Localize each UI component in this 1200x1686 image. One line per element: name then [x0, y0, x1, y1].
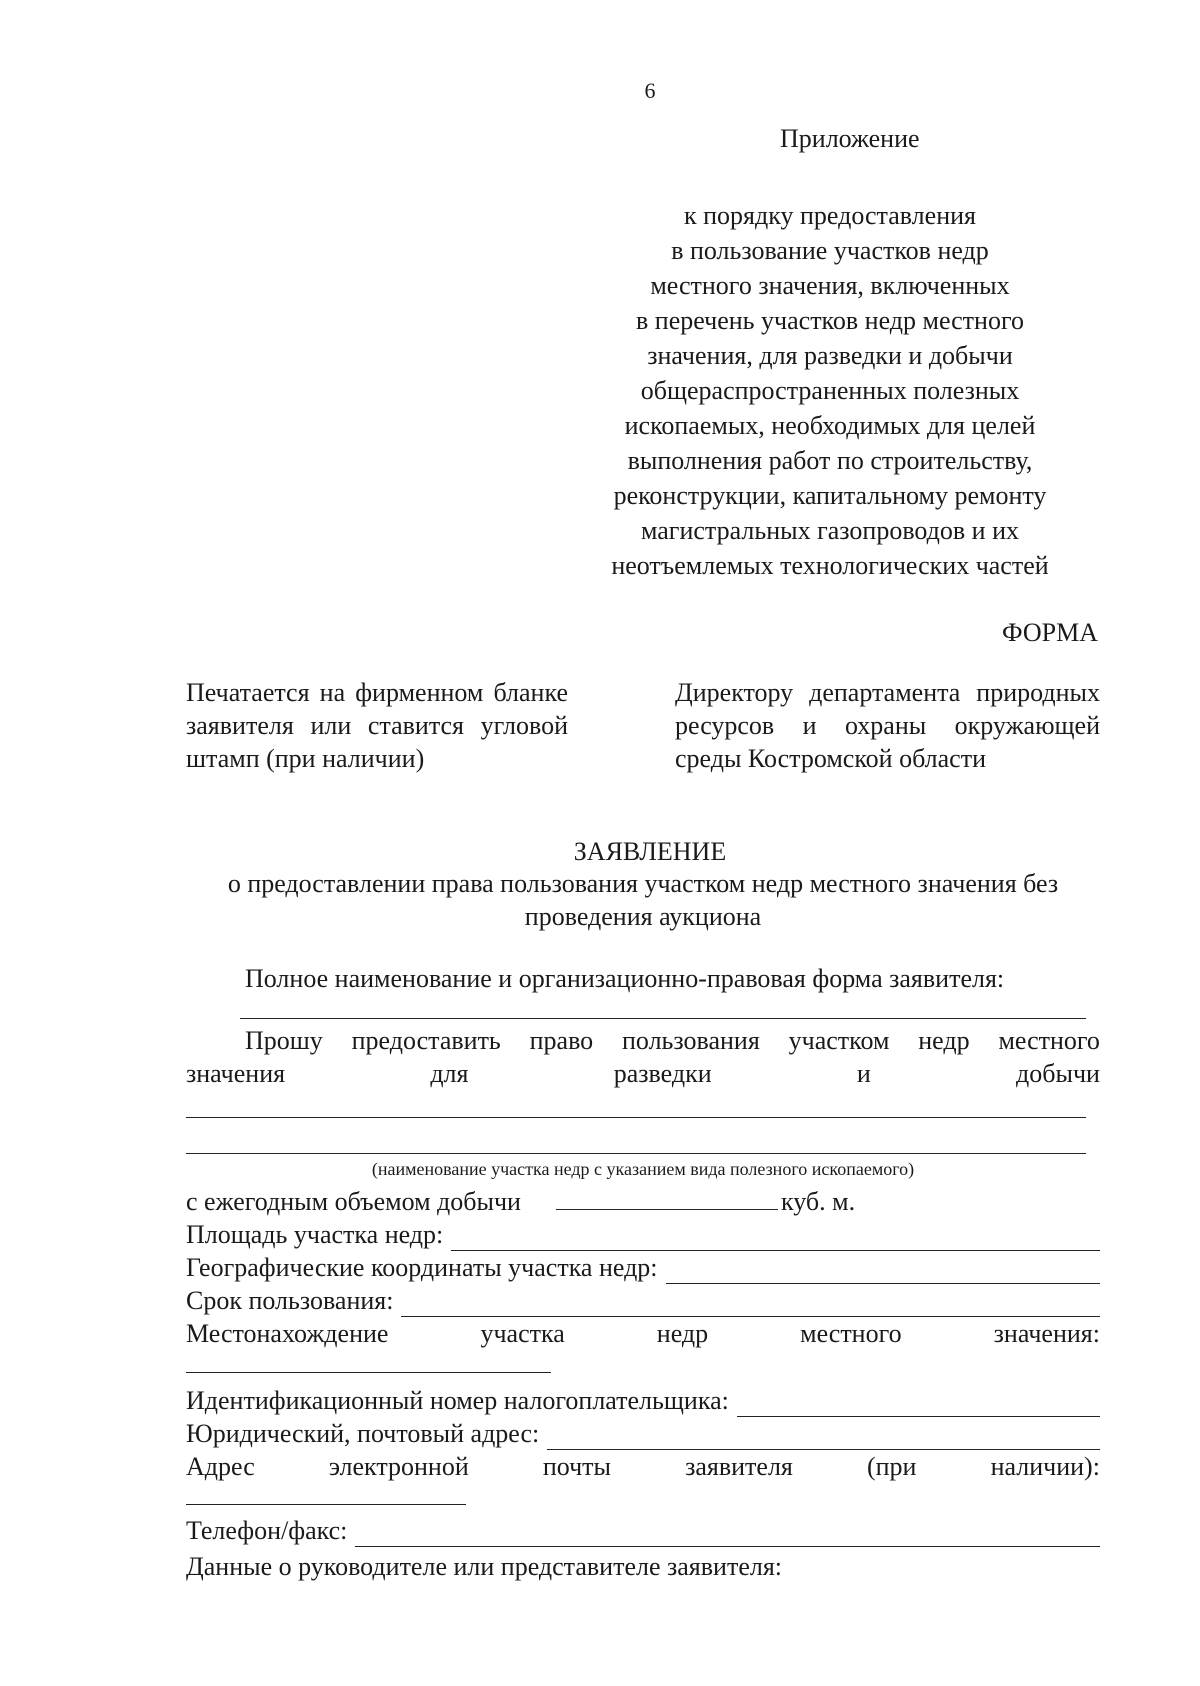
phone-row [186, 1514, 1100, 1547]
appendix-title: Приложение [780, 124, 920, 153]
request-word: участком [788, 1026, 890, 1055]
coordinates-row [186, 1251, 1100, 1284]
full-name-label: Полное наименование и организационно-правовая форма заявителя: [245, 964, 1005, 993]
deposit-caption: (наименование участка недр с указанием вида полезного ископаемого) [371, 1159, 915, 1179]
address-label: Юридический, почтовый адрес: [186, 1419, 540, 1448]
statement-subtitle: о предоставлении права пользования участком недр местного значения без проведения аукциона [227, 869, 1059, 931]
deposit-name-line-2[interactable] [186, 1153, 1086, 1154]
location-word: местного [800, 1319, 902, 1348]
request-word: предоставить [351, 1026, 501, 1055]
appendix-line: в пользование участков недр [671, 236, 989, 265]
location-row [186, 1317, 1100, 1350]
inn-label: Идентификационный номер налогоплательщика: [186, 1386, 729, 1415]
deposit-name-line-1[interactable] [186, 1117, 1086, 1118]
request-word: недр [918, 1026, 970, 1055]
coordinates-label: Географические координаты участка недр: [186, 1253, 658, 1282]
email-word: наличии): [990, 1452, 1100, 1481]
appendix-line: выполнения работ по строительству, [627, 446, 1033, 475]
request-word: добычи [1016, 1059, 1100, 1088]
annual-volume-unit: куб. м. [781, 1187, 856, 1216]
annual-volume-label: с ежегодным объемом добычи [186, 1187, 521, 1216]
email-word: электронной [328, 1452, 469, 1481]
head-label: Данные о руководителе или представителе заявителя: [186, 1552, 783, 1581]
appendix-line: ископаемых, необходимых для целей [624, 411, 1036, 440]
location-word: Местонахождение [186, 1319, 389, 1348]
term-line[interactable] [401, 1292, 1100, 1317]
email-word: Адрес [186, 1452, 255, 1481]
form-label: ФОРМА [1002, 618, 1098, 647]
request-word: значения [186, 1059, 286, 1088]
appendix-line: магистральных газопроводов и их [640, 516, 1019, 545]
address-line[interactable] [547, 1425, 1100, 1450]
location-word: значения: [993, 1319, 1100, 1348]
addressee: Директору департамента природных ресурсов и охраны окружающей среды Костромской области [675, 678, 1100, 773]
email-word: почты [542, 1452, 611, 1481]
address-row [186, 1417, 1100, 1450]
phone-line[interactable] [355, 1522, 1100, 1547]
email-word: (при [866, 1452, 917, 1481]
term-label: Срок пользования: [186, 1286, 394, 1315]
appendix-line: местного значения, включенных [650, 271, 1010, 300]
request-word: пользования [622, 1026, 760, 1055]
coordinates-line[interactable] [666, 1259, 1100, 1284]
request-line-2 [186, 1057, 1100, 1090]
blank-note: Печатается на фирменном бланке заявителя или ставится угловой штамп (при наличии) [186, 678, 568, 773]
appendix-line: общераспространенных полезных [640, 376, 1020, 405]
area-line[interactable] [451, 1226, 1100, 1251]
appendix-line: в перечень участков недр местного [636, 306, 1024, 335]
location-word: участка [480, 1319, 565, 1348]
area-row [186, 1218, 1100, 1251]
appendix-line: к порядку предоставления [684, 201, 976, 230]
location-line[interactable] [186, 1372, 551, 1373]
term-row [186, 1284, 1100, 1317]
appendix-line: значения, для разведки и добычи [647, 341, 1013, 370]
inn-line[interactable] [737, 1392, 1100, 1417]
appendix-subtitle [560, 198, 1100, 583]
request-word: местного [998, 1026, 1100, 1055]
request-word: право [529, 1026, 594, 1055]
request-line-1 [245, 1024, 1100, 1057]
appendix-line: неотъемлемых технологических частей [611, 551, 1049, 580]
email-line[interactable] [186, 1504, 466, 1505]
email-word: заявителя [685, 1452, 793, 1481]
inn-row [186, 1384, 1100, 1417]
email-row [186, 1450, 1100, 1483]
request-word: разведки [613, 1059, 712, 1088]
request-word: и [856, 1059, 871, 1088]
appendix-line: реконструкции, капитальному ремонту [613, 481, 1047, 510]
phone-label: Телефон/факс: [186, 1516, 348, 1545]
request-word: для [430, 1059, 469, 1088]
location-word: недр [656, 1319, 709, 1348]
full-name-line[interactable] [240, 1018, 1086, 1019]
area-label: Площадь участка недр: [186, 1220, 444, 1249]
request-word: Прошу [245, 1026, 323, 1055]
annual-volume-line[interactable] [556, 1209, 778, 1210]
page-number: 6 [644, 78, 656, 103]
statement-title: ЗАЯВЛЕНИЕ [573, 837, 727, 866]
